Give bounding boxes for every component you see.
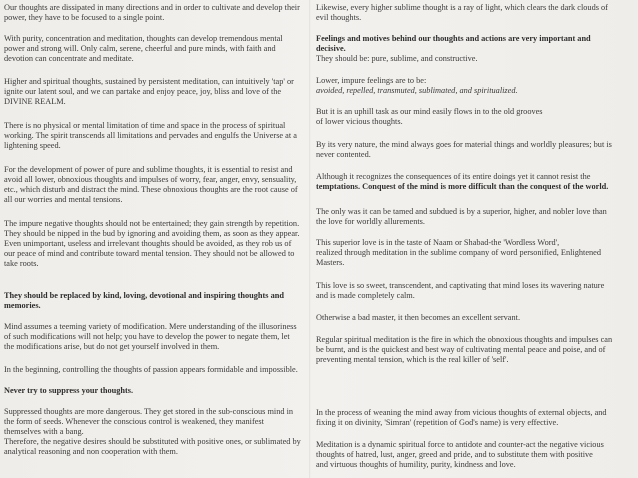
- text-line: ignite our latent soul, and we can partake and enjoy peace, joy, bliss and love of the: [4, 87, 282, 97]
- text-line: power, they have to be focused to a single point.: [4, 13, 165, 23]
- text-line: take roots.: [4, 259, 39, 269]
- text-line: thoughts of hatred, lust, anger, greed and pride, and to substitute them with positive: [316, 450, 593, 460]
- text-line: Masters.: [316, 258, 345, 268]
- text-line: preventing mental tension, which is the real killer of 'self'.: [316, 355, 509, 365]
- text-line: and virtuous thoughts of humility, purity, kindness and love.: [316, 460, 516, 470]
- paragraph: [316, 335, 632, 365]
- text-line: Regular spiritual meditation is the fire in which the obnoxious thoughts and impulses can: [316, 335, 613, 344]
- text-line: memories.: [4, 301, 41, 311]
- text-line: be burnt, and is the quickest and best way of cultivating mental peace and poise, and of: [316, 345, 606, 355]
- text-line: There is no physical or mental limitation of time and space in the process of spiritual: [4, 121, 286, 130]
- paragraph: [4, 77, 306, 107]
- text-line: all our worries and mental tensions.: [4, 195, 123, 205]
- paragraph: [316, 172, 632, 192]
- text-line: avoided, repelled, transmuted, sublimated, and spiritualized.: [316, 86, 518, 96]
- text-line: of lower vicious thoughts.: [316, 117, 403, 127]
- text-line: fixing it on divinity, 'Simran' (repetition of God's name) is very effective.: [316, 418, 559, 428]
- text-line: avoid all lower, obnoxious thoughts and impulses of worry, fear, anger, envy, sensuality,: [4, 175, 297, 185]
- text-line: of such modifications will not help; you have to develop the power to negate them, let: [4, 332, 290, 342]
- text-line: In the process of weaning the mind away from vicious thoughts of external objects, and: [316, 408, 607, 417]
- paragraph: [4, 219, 306, 269]
- paragraph: [316, 238, 632, 268]
- paragraph: [316, 34, 632, 64]
- text-line: By its very nature, the mind always goes for material things and worldly pleasures; but is: [316, 140, 612, 149]
- column-divider: [309, 0, 311, 478]
- paragraph: [4, 165, 306, 205]
- text-line: This love is so sweet, transcendent, and captivating that mind loses its wavering nature: [316, 281, 605, 290]
- text-line: temptations. Conquest of the mind is more difficult than the conquest of the world.: [316, 182, 609, 192]
- paragraph: [316, 281, 632, 301]
- text-line: Mind assumes a teeming variety of modification. Mere understanding of the illusoriness: [4, 322, 297, 331]
- paragraph: [316, 440, 632, 470]
- text-line: analytical reasoning and non cooperation with them.: [4, 447, 178, 457]
- text-line: and is made completely calm.: [316, 291, 415, 301]
- text-line: lightening speed.: [4, 141, 61, 151]
- text-line: Higher and spiritual thoughts, sustained by persistent meditation, can intuitively 'tap' or: [4, 77, 294, 86]
- text-line: The impure negative thoughts should not be entertained; they gain strength by repetition.: [4, 219, 300, 228]
- text-line: Likewise, every higher sublime thought is a ray of light, which clears the dark clouds of: [316, 3, 608, 12]
- paragraph: [4, 3, 306, 23]
- text-line: Otherwise a bad master, it then becomes an excellent servant.: [316, 313, 521, 322]
- text-line: power and strong will. Only calm, serene, cheerful and pure minds, with faith and: [4, 44, 276, 54]
- text-line: For the development of power of pure and sublime thoughts, it is essential to resist and: [4, 165, 293, 174]
- text-line: DIVINE REALM.: [4, 97, 66, 107]
- paragraph: [316, 107, 632, 127]
- paragraph: [4, 121, 306, 151]
- text-line: Therefore, the negative desires should be substituted with positive ones, or sublimated by: [4, 437, 301, 447]
- text-line: With purity, concentration and meditation, thoughts can develop tremendous mental: [4, 34, 283, 43]
- text-line: decisive.: [316, 44, 346, 54]
- paragraph: [316, 3, 632, 23]
- text-line: working. The spirit transcends all limitations and pervades and engulfs the Universe at a: [4, 131, 297, 141]
- text-line: realized through meditation in the sublime company of word personified, Enlightened: [316, 248, 602, 258]
- text-line: the love for worldly allurements.: [316, 217, 425, 227]
- text-line: the modifications arise, but do not get yourself involved in them.: [4, 342, 220, 352]
- text-line: Feelings and motives behind our thoughts and actions are very important and: [316, 34, 591, 43]
- text-line: evil thoughts.: [316, 13, 362, 23]
- text-line: They should be replaced by kind, loving, devotional and inspiring thoughts and: [4, 291, 284, 300]
- text-line: Never try to suppress your thoughts.: [4, 386, 134, 395]
- paragraph: [316, 408, 632, 428]
- text-line: But it is an uphill task as our mind easily flows in to the old grooves: [316, 107, 543, 116]
- text-line: devotion can concentrate and meditate.: [4, 54, 134, 64]
- paragraph: [4, 365, 306, 375]
- paragraph: [316, 140, 632, 160]
- paragraph: [4, 322, 306, 352]
- text-line: the form of seeds. Whenever the conscious control is weakened, they manifest: [4, 417, 264, 427]
- text-line: Suppressed thoughts are more dangerous. They get stored in the sub-conscious mind in: [4, 407, 294, 416]
- bold-paragraph: [4, 291, 306, 311]
- bold-heading: [4, 386, 306, 396]
- text-line: Although it recognizes the consequences of its entire doings yet it cannot resist the: [316, 172, 591, 181]
- text-line: They should be nipped in the bud by ignoring and avoiding them, as soon as they appear.: [4, 229, 300, 239]
- text-line: The only was it can be tamed and subdued is by a superior, higher, and nobler love than: [316, 207, 607, 216]
- paragraph: [4, 34, 306, 64]
- text-line: our peace of mind and contribute toward mental tension. They should not be allowed to: [4, 249, 295, 259]
- paragraph: [316, 207, 632, 227]
- text-line: never contented.: [316, 150, 371, 160]
- text-line: Meditation is a dynamic spiritual force to antidote and counter-act the negative vicious: [316, 440, 604, 449]
- paragraph: [4, 407, 306, 457]
- text-line: In the beginning, controlling the thoughts of passion appears formidable and impossible.: [4, 365, 298, 374]
- text-line: Our thoughts are dissipated in many directions and in order to cultivate and develop their: [4, 3, 300, 12]
- text-line: They should be: pure, sublime, and constructive.: [316, 54, 478, 64]
- paragraph: [316, 313, 632, 323]
- text-line: themselves with a bang.: [4, 427, 84, 437]
- text-line: Even unimportant, useless and irrelevant thoughts should be avoided, as they rob us of: [4, 239, 292, 249]
- text-line: Lower, impure feelings are to be:: [316, 76, 427, 85]
- text-line: This superior love is in the taste of Naam or Shabad-the 'Wordless Word',: [316, 238, 560, 247]
- paragraph: [316, 76, 632, 96]
- text-line: etc., which disturb and distract the mind. These obnoxious thoughts are the root cause of: [4, 185, 298, 195]
